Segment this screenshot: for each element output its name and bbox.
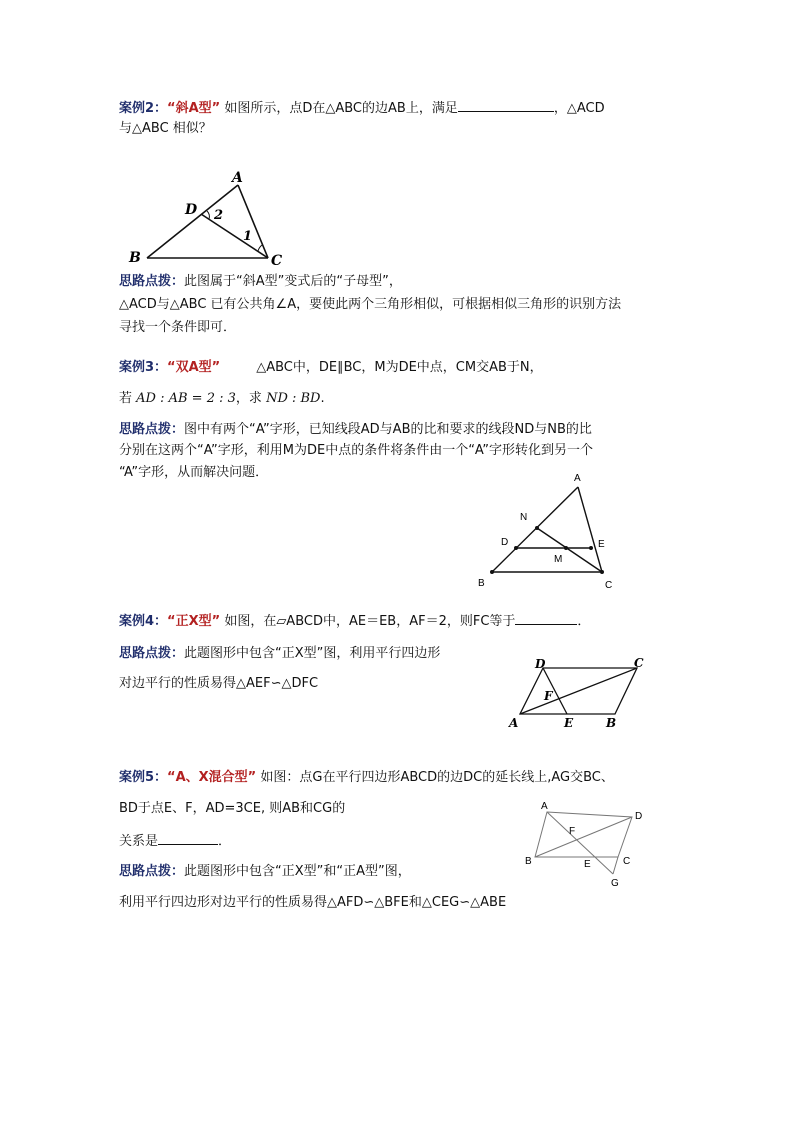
case2-label-b: B [129,250,141,266]
case4-end: ． [577,614,591,629]
case2-question-line1 [119,99,605,118]
case2-hint1: 此图属于“斜A型”变式后的“子母型”， [184,274,402,289]
case4-hint-label: 思路点拨： [119,646,185,661]
case5-hint-line1 [119,863,411,881]
case5-parallelogram [535,812,632,857]
case3-hint2: 分别在这两个“A”字形，利用M为DE中点的条件将条件由一个“A”字形转化到另一个 [119,443,593,458]
case3-label-d: D [501,537,509,548]
case5-type: “A、X混合型” [167,770,257,785]
case2-seg-ac [238,185,268,258]
case5-text1: 如图：点G在平行四边形ABCD的边DC的延长线上,AG交BC、 [260,770,614,785]
case3-label-a: A [574,473,581,484]
case3-hint-line1 [119,421,592,439]
case4-text1: 如图，在▱ABCD中，AE＝EB，AF＝2，则FC等于 [224,614,516,629]
case4-label-f: F [544,689,553,703]
case5-question-line3 [119,832,231,851]
case5-label-a: A [541,801,548,812]
case4-question-line1 [119,612,590,631]
case3-label: 案例3： [119,360,168,375]
case4-type: “正X型” [167,614,221,629]
case4-answer-blank[interactable] [515,612,577,625]
case3-label-n: N [520,512,528,523]
case2-text2: ，△ACD [553,101,605,116]
case4-label-a: A [509,716,519,730]
case2-seg-ab [147,185,238,258]
case2-label-a: A [232,170,243,186]
case5-label-c: C [623,856,631,867]
case4-hint-line1 [119,645,440,663]
case2-label: 案例2： [119,101,168,116]
case2-angle1-arc [258,245,262,251]
case4-hint1: 此题图形中包含“正X型”图，利用平行四边形 [184,646,441,661]
case5-answer-blank[interactable] [158,832,218,845]
case2-hint3: 寻找一个条件即可． [119,320,237,335]
case5-text3: 关系是 [119,834,159,849]
case2-text3: 与△ABC 相似？ [119,121,212,136]
case5-figure [519,797,659,892]
case5-seg-bd [535,817,632,857]
case3-text1: △ABC中，DE∥BC，M为DE中点，CM交AB于N， [256,360,543,375]
case5-seg-cg [613,857,618,874]
case3-figure [474,470,624,595]
case2-label-1: 1 [243,229,253,244]
case2-hint-label: 思路点拨： [119,274,185,289]
case2-hint2: △ACD与△ABC 已有公共角∠A，要使此两个三角形相似，可根据相似三角形的识别方法 [119,297,622,312]
case3-seg-ab [492,487,578,572]
case5-end: ． [218,834,232,849]
case4-label-c: C [634,656,644,670]
case5-hint2: 利用平行四边形对边平行的性质易得△AFD∽△BFE和△CEG∽△ABE [119,895,507,910]
case5-question-line1 [119,769,614,787]
case3-ratio: AD : AB = 2 : 3 [136,391,236,406]
case3-label-m: M [554,554,563,565]
case4-label-d: D [535,657,546,671]
case2-label-d: D [185,202,198,218]
case3-label-e: E [598,539,605,550]
case3-hint-label: 思路点拨： [119,422,185,437]
case5-label-e: E [584,859,591,870]
case4-label: 案例4： [119,614,168,629]
case3-label-b: B [478,578,485,589]
case4-figure [503,656,653,731]
case4-seg-ac [520,668,637,714]
case3-question-line1 [119,359,543,377]
case3-seg-ac [578,487,602,572]
case4-hint2: 对边平行的性质易得△AEF∽△DFC [119,676,319,691]
case3-ask: ，求 [235,391,262,406]
case3-question-line2 [119,390,325,408]
case5-text2: BD于点E、F，AD=3CE, 则AB和CG的 [119,801,346,816]
case2-hint-line1 [119,273,402,291]
case5-label-g: G [611,878,619,889]
case2-text1: 如图所示，点D在△ABC的边AB上，满足 [224,101,458,116]
case5-hint-label: 思路点拨： [119,864,185,879]
case2-answer-blank[interactable] [458,99,554,112]
case3-point-m [564,546,568,550]
case3-end: . [320,391,325,406]
case5-hint1: 此题图形中包含“正X型”和“正A型”图， [184,864,411,879]
case3-type: “双A型” [167,360,221,375]
case3-if: 若 [119,391,133,406]
case2-seg-dc [201,214,268,258]
case5-seg-ag [547,812,613,874]
case5-label-b: B [525,856,532,867]
case3-point-n [535,526,539,530]
case5-label-f: F [569,826,576,837]
case3-point-b [490,570,494,574]
case3-hint3: “A”字形，从而解决问题． [119,465,269,480]
case3-label-c: C [605,580,613,591]
case5-label: 案例5： [119,770,168,785]
case2-label-c: C [271,253,283,269]
case5-label-d: D [635,811,643,822]
case3-point-e [589,546,593,550]
case2-figure [125,167,285,267]
case3-target: ND : BD [266,391,321,406]
case3-point-c [600,570,604,574]
case4-label-b: B [606,716,617,730]
case3-seg-cn [537,528,602,572]
case4-label-e: E [564,716,574,730]
case2-type: “斜A型” [167,101,221,116]
case2-label-2: 2 [214,208,224,223]
case3-point-d [514,546,518,550]
case3-hint1: 图中有两个“A”字形，已知线段AD与AB的比和要求的线段ND与NB的比 [184,422,592,437]
